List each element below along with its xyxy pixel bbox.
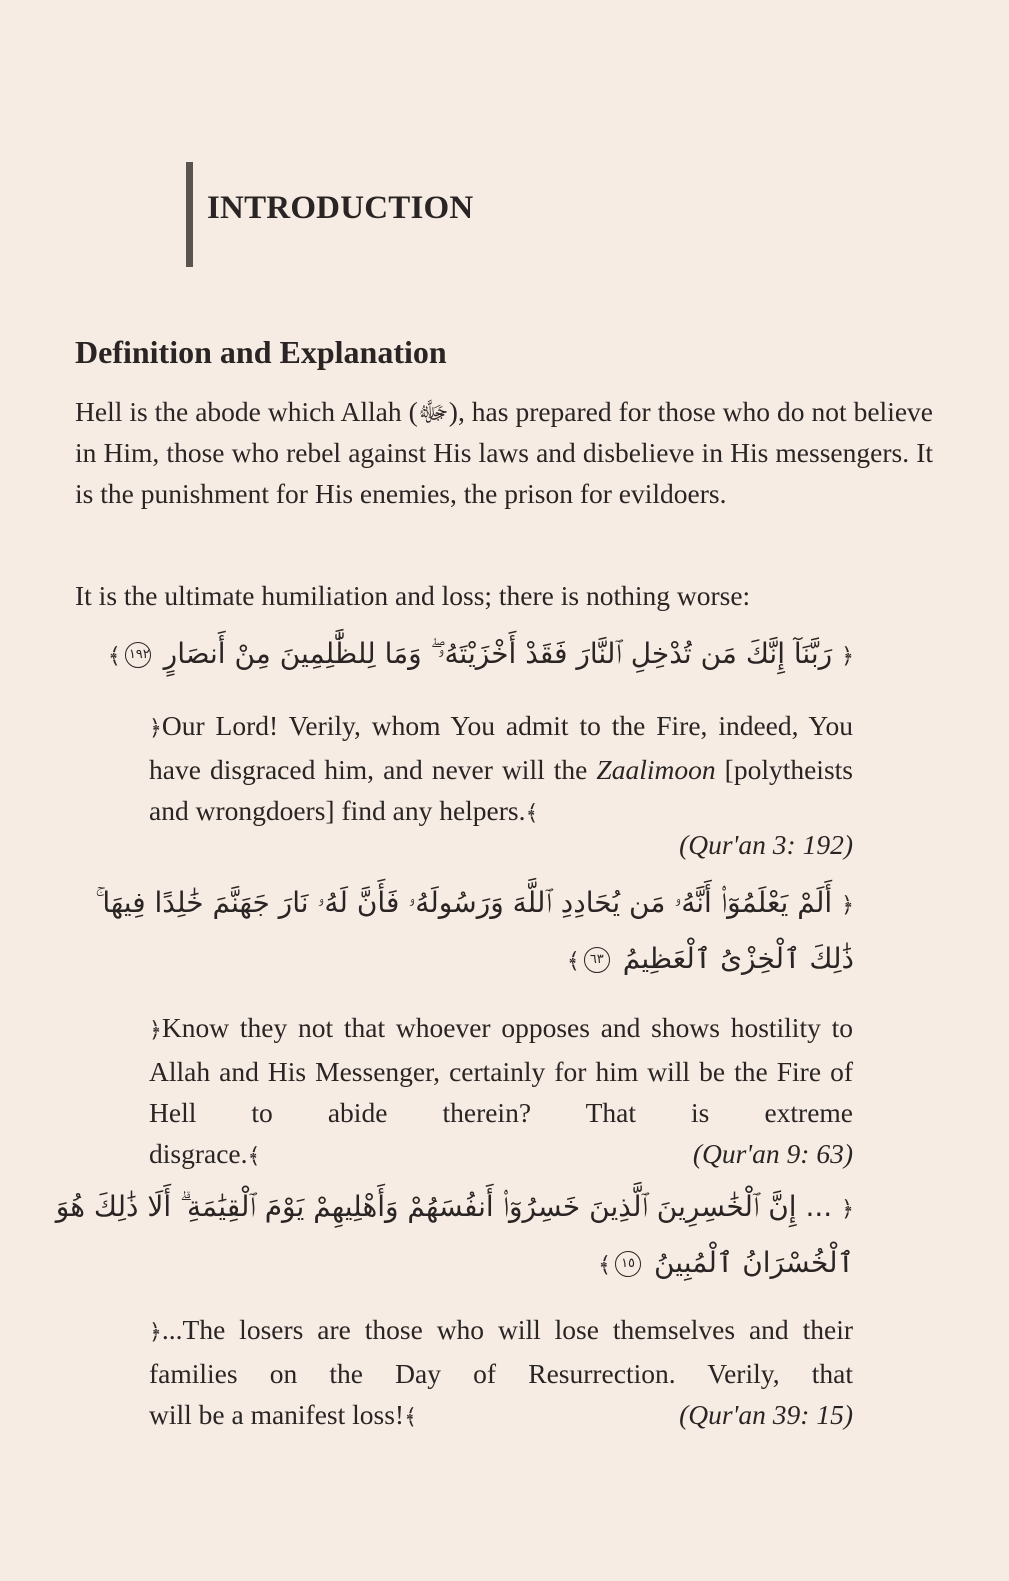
translation-verse-2-last: disgrace. (149, 1138, 248, 1169)
ayah-number-badge: ٦٣ (584, 947, 610, 973)
arabic-verse-2-line-1 (95, 886, 854, 920)
verse-close-bracket-icon: ﴾ (107, 644, 121, 669)
arabic-verse-3-text-1: ... إِنَّ ٱلْخَٰسِرِينَ ٱلَّذِينَ خَسِرُوٓا۟ أَنفُسَهُمْ وَأَهْلِيهِمْ يَوْمَ ٱلْقِيَٰمَةِ ۗ أَلَا ذَٰلِكَ هُوَ (55, 1190, 833, 1223)
translation-close-bracket-icon: ﴾ (404, 1405, 417, 1430)
translation-verse-2-end (149, 1133, 260, 1177)
ayah-number-badge: ١٥ (615, 1251, 641, 1277)
translation-open-bracket-icon: ﴿ (149, 1320, 162, 1345)
translation-verse-3-end (149, 1394, 417, 1438)
arabic-verse-2-text-1: أَلَمْ يَعْلَمُوٓا۟ أَنَّهُۥ مَن يُحَادِدِ ٱللَّهَ وَرَسُولَهُۥ فَأَنَّ لَهُۥ نَارَ جَهَنَّمَ خَٰلِدًا فِيهَا ۚ (95, 886, 833, 919)
chapter-accent-bar (186, 162, 193, 267)
verse-open-bracket-icon: ﴿ (841, 893, 854, 918)
translation-verse-1-post: [polytheists and wrongdoers] find any helpers. (149, 754, 853, 826)
verse-close-bracket-icon: ﴾ (566, 949, 580, 974)
arabic-verse-3-line-1 (55, 1190, 854, 1224)
translation-verse-1-italic: Zaalimoon (596, 754, 716, 785)
translation-verse-3 (149, 1309, 853, 1438)
translation-close-bracket-icon: ﴾ (525, 801, 539, 826)
section-heading: Definition and Explanation (75, 334, 447, 370)
translation-verse-2-last-row (149, 1133, 853, 1177)
reference-verse-2: (Qur'an 9: 63) (692, 1138, 853, 1169)
translation-verse-1 (149, 705, 853, 834)
verse-open-bracket-icon: ﴿ (841, 1197, 854, 1222)
arabic-verse-2-line-2 (534, 942, 854, 975)
arabic-verse-1-text: رَبَّنَآ إِنَّكَ مَن تُدْخِلِ ٱلنَّارَ فَقَدْ أَخْزَيْتَهُۥ ۖ وَمَا لِلظَّٰلِمِينَ مِنْ أَنصَارٍ (163, 637, 833, 670)
arabic-verse-3-text-2: ٱلْخُسْرَانُ ٱلْمُبِينُ (653, 1246, 854, 1279)
arabic-verse-1 (107, 637, 854, 671)
translation-verse-3-main: ...The losers are those who will lose themselves and their families on the Day of Resurrection. Verily, that (149, 1314, 853, 1389)
arabic-verse-3-line-2 (514, 1246, 854, 1279)
translation-verse-2 (149, 1007, 853, 1177)
translation-verse-3-last-row (149, 1394, 853, 1438)
translation-verse-2-body (149, 1007, 853, 1133)
ayah-number-badge: ١٩٢ (125, 642, 151, 668)
intro-paragraph: Hell is the abode which Allah (ﷻ), has prepared for those who do not believe in Him, those who rebel against His laws and disbelieve in His messengers. It is the punishment for His enemies, the prison for evildoers. (75, 396, 933, 509)
verse-open-bracket-icon: ﴿ (841, 644, 854, 669)
chapter-title: INTRODUCTION (207, 190, 474, 226)
translation-verse-1-pre: Our Lord! Verily, whom You admit to the Fire, indeed, You have disgraced him, and never will the (149, 710, 853, 785)
translation-verse-2-main: Know they not that whoever opposes and shows hostility to Allah and His Messenger, certainly for him will be the Fire of Hell to abide therein? That is extreme (149, 1012, 853, 1128)
arabic-verse-2-text-2: ذَٰلِكَ ٱلْخِزْىُ ٱلْعَظِيمُ (622, 942, 854, 975)
verse-close-bracket-icon: ﴾ (598, 1253, 612, 1278)
reference-verse-3: (Qur'an 39: 15) (679, 1399, 853, 1430)
translation-close-bracket-icon: ﴾ (247, 1144, 261, 1169)
translation-verse-3-body (149, 1309, 853, 1394)
translation-verse-3-last: will be a manifest loss! (149, 1399, 405, 1430)
lead-in-paragraph: It is the ultimate humiliation and loss; there is nothing worse: (75, 580, 751, 611)
translation-open-bracket-icon: ﴿ (149, 1018, 162, 1043)
reference-verse-1: (Qur'an 3: 192) (679, 829, 853, 860)
translation-open-bracket-icon: ﴿ (149, 716, 162, 741)
